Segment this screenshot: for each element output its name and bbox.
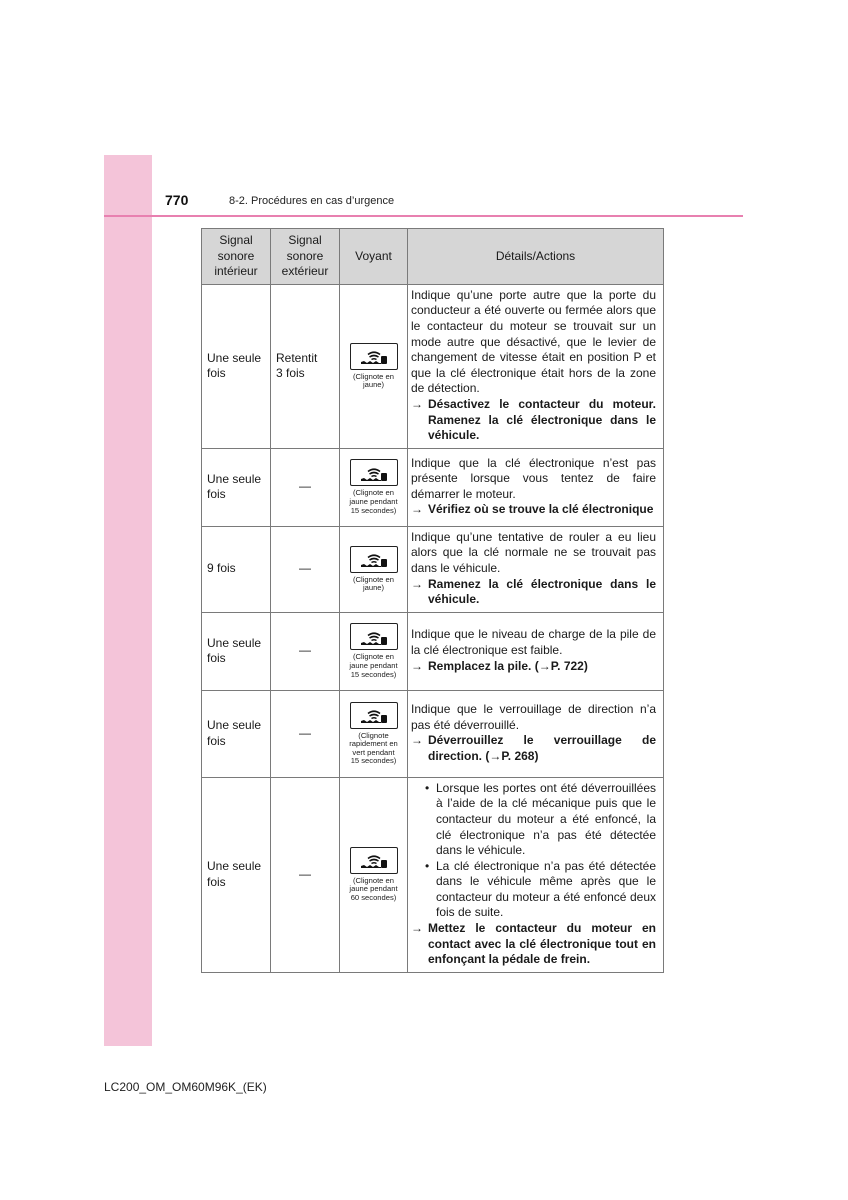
- action-item: [411, 502, 656, 518]
- action-text: Ramenez la clé électronique dans le véhicule.: [428, 576, 656, 607]
- header-rule: [104, 215, 743, 217]
- indicator-cell: [340, 526, 408, 612]
- header-details: Détails/Actions: [408, 229, 664, 285]
- action-item: [411, 397, 656, 444]
- indicator-cell: [340, 448, 408, 526]
- action-text: Vérifiez où se trouve la clé électronique: [428, 502, 654, 517]
- table-row: [202, 612, 664, 690]
- exterior-buzzer-cell: —: [271, 448, 340, 526]
- action-text: Désactivez le contacteur du moteur. Ramenez la clé électronique dans le véhicule.: [428, 396, 656, 443]
- indicator-cell: [340, 777, 408, 972]
- table-row: [202, 777, 664, 972]
- details-cell: [408, 612, 664, 690]
- bullet-item: [425, 859, 656, 921]
- indicator-caption: (Clignote en jaune pendant 15 secondes): [349, 488, 398, 515]
- table-row: [202, 690, 664, 777]
- interior-buzzer-cell: Une seule fois: [202, 448, 271, 526]
- exterior-buzzer-cell: —: [271, 777, 340, 972]
- bullet-glyph: •: [425, 858, 430, 873]
- interior-buzzer-cell: Une seule fois: [202, 777, 271, 972]
- indicator-cell: [340, 690, 408, 777]
- details-cell: [408, 690, 664, 777]
- indicator-cell: [340, 284, 408, 448]
- bullet-text: La clé électronique n’a pas été détectée dans le véhicule même après que le contacteur du moteur a été enfoncé deux fois de suite.: [436, 858, 656, 920]
- header-indicator: Voyant: [340, 229, 408, 285]
- action-text: Mettez le contacteur du moteur en contact avec la clé électronique tout en enfonçant la pédale de frein.: [428, 921, 656, 967]
- smart-key-warning-icon: [350, 546, 398, 573]
- side-tab-bar: [104, 155, 152, 1046]
- smart-key-warning-icon: [350, 702, 398, 729]
- details-cell: [408, 284, 664, 448]
- header-exterior-buzzer: Signal sonore extérieur: [271, 229, 340, 285]
- action-item: [411, 921, 656, 968]
- smart-key-warning-icon: [350, 343, 398, 370]
- exterior-buzzer-cell: —: [271, 526, 340, 612]
- smart-key-warning-icon: [350, 459, 398, 486]
- arrow-icon: →: [411, 502, 423, 517]
- details-cell: [408, 777, 664, 972]
- indicator-caption: (Clignote en jaune pendant 15 secondes): [349, 652, 398, 679]
- interior-buzzer-cell: 9 fois: [202, 526, 271, 612]
- interior-buzzer-cell: Une seule fois: [202, 690, 271, 777]
- bullet-glyph: •: [425, 780, 430, 795]
- details-text: Indique que le niveau de charge de la pile de la clé électronique est faible.: [411, 627, 656, 657]
- arrow-icon: →: [411, 921, 423, 936]
- indicator-caption: (Clignote en jaune): [353, 574, 394, 593]
- arrow-icon: →: [411, 733, 423, 748]
- exterior-buzzer-cell: Retentit 3 fois: [271, 284, 340, 448]
- action-item: [411, 659, 656, 675]
- indicator-caption: (Clignote en jaune): [353, 371, 394, 390]
- interior-buzzer-cell: Une seule fois: [202, 612, 271, 690]
- section-title: 8-2. Procédures en cas d’urgence: [229, 195, 395, 207]
- indicator-cell: [340, 612, 408, 690]
- exterior-buzzer-cell: —: [271, 690, 340, 777]
- arrow-icon: →: [411, 658, 423, 673]
- warning-table: [201, 228, 664, 973]
- action-text: Déverrouillez le verrouillage de direction. (→P. 268): [428, 733, 656, 763]
- action-item: [411, 577, 656, 608]
- exterior-buzzer-cell: —: [271, 612, 340, 690]
- table-row: [202, 448, 664, 526]
- table-row: [202, 526, 664, 612]
- header-interior-buzzer: Signal sonore intérieur: [202, 229, 271, 285]
- smart-key-warning-icon: [350, 847, 398, 874]
- details-text: Indique qu’une tentative de rouler a eu lieu alors que la clé normale ne se trouvait pas dans le véhicule.: [411, 529, 656, 575]
- indicator-caption: (Clignote en jaune pendant 60 secondes): [349, 875, 398, 903]
- bullet-text: Lorsque les portes ont été déverrouillées à l’aide de la clé mécanique puis que le contacteur du moteur a été enfoncé, la clé électronique n’a pas été détectée dans le véhicule.: [436, 780, 656, 858]
- action-item: [411, 733, 656, 764]
- arrow-icon: →: [411, 576, 423, 591]
- page-number: 770: [165, 192, 189, 208]
- smart-key-warning-icon: [350, 623, 398, 650]
- interior-buzzer-cell: Une seule fois: [202, 284, 271, 448]
- details-text: Indique qu’une porte autre que la porte du conducteur a été ouverte ou fermée alors que le contacteur du moteur se trouvait sur un mode autre que désactivé, que le levier de changement de vitesse était en position P et que la clé électronique était hors de la zone de détection.: [411, 287, 656, 396]
- table-row: [202, 284, 664, 448]
- bullet-item: [425, 781, 656, 859]
- table-header-row: [202, 229, 664, 285]
- details-text: Indique que le verrouillage de direction n’a pas été déverrouillé.: [411, 702, 656, 732]
- details-cell: [408, 448, 664, 526]
- footer-doc-code: LC200_OM_OM60M96K_(EK): [104, 1080, 267, 1094]
- details-text: Indique que la clé électronique n’est pas présente lorsque vous tentez de faire démarrer le moteur.: [411, 455, 656, 501]
- arrow-icon: →: [411, 396, 423, 411]
- action-text: Remplacez la pile. (→P. 722): [428, 658, 588, 673]
- indicator-caption: (Clignote rapidement en vert pendant 15 secondes): [349, 730, 398, 766]
- details-cell: [408, 526, 664, 612]
